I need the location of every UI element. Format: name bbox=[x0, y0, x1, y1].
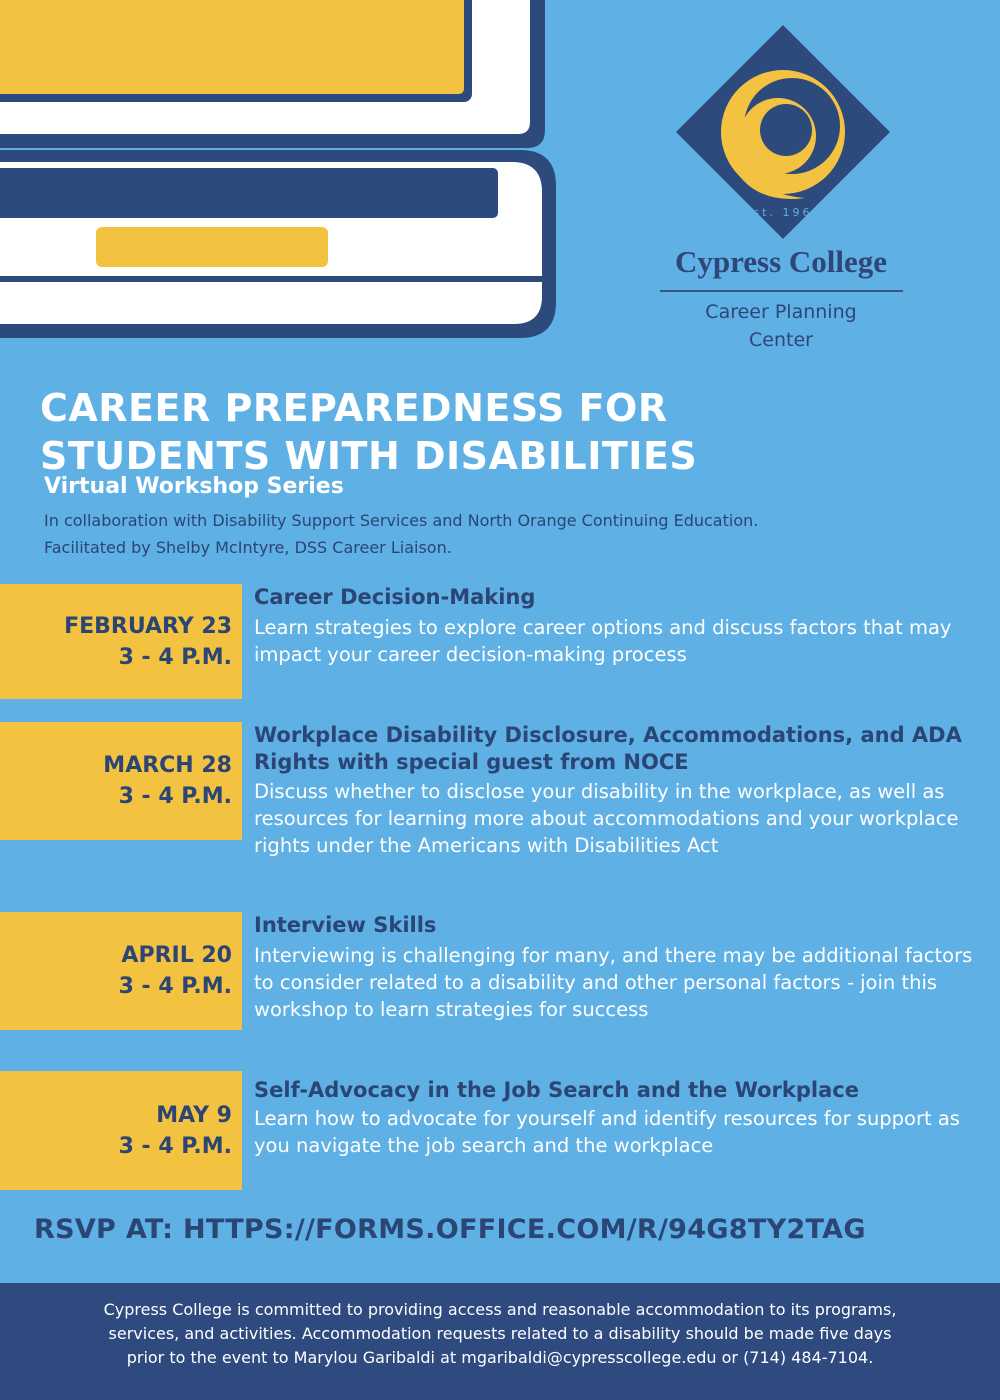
logo-divider bbox=[660, 290, 903, 292]
logo-subtitle-line2: Center bbox=[749, 329, 813, 351]
college-logo bbox=[640, 20, 930, 245]
facilitator-text: Facilitated by Shelby McIntyre, DSS Career Liaison. bbox=[44, 538, 452, 557]
session-date: APRIL 20 bbox=[121, 943, 232, 968]
session-title: Workplace Disability Disclosure, Accommodations, and ADA Rights with special guest from NOCE bbox=[254, 723, 962, 774]
footer-line2: services, and activities. Accommodation requests related to a disability should be made five days bbox=[108, 1324, 892, 1343]
footer-line3: prior to the event to Marylou Garibaldi at mgaribaldi@cypresscollege.edu or (714) 484-7104. bbox=[126, 1348, 874, 1367]
session-description: Learn strategies to explore career options and discuss factors that may impact your career decision-making process bbox=[254, 616, 952, 666]
logo-est-text: Est. 1966 bbox=[743, 206, 823, 219]
accommodation-footer bbox=[0, 1283, 1000, 1400]
page-title bbox=[40, 384, 980, 480]
session-description: Discuss whether to disclose your disability in the workplace, as well as resources for learning more about accommodations and your workplace rights under the Americans with Disabilities Act bbox=[254, 780, 959, 857]
session-date-box bbox=[0, 722, 242, 840]
logo-subtitle-line1: Career Planning bbox=[705, 301, 857, 323]
rsvp-link[interactable]: RSVP AT: HTTPS://FORMS.OFFICE.COM/R/94G8TY2TAG bbox=[34, 1214, 866, 1245]
logo-title: Cypress College bbox=[674, 244, 888, 279]
session-time: 3 - 4 P.M. bbox=[118, 644, 232, 670]
collaboration-text: In collaboration with Disability Support Services and North Orange Continuing Education. bbox=[44, 511, 759, 530]
laptop-trackpad bbox=[96, 227, 328, 267]
session-date-box bbox=[0, 1071, 242, 1190]
session-time: 3 - 4 P.M. bbox=[118, 784, 232, 809]
session-description: Interviewing is challenging for many, and there may be additional factors to consider related to a disability and other personal factors - join this workshop to learn strategies for success bbox=[254, 944, 973, 1021]
logo-subtitle bbox=[640, 298, 922, 354]
session-time: 3 - 4 P.M. bbox=[118, 974, 232, 999]
page-title-line1: CAREER PREPAREDNESS FOR bbox=[40, 386, 668, 430]
session-date-box bbox=[0, 584, 242, 699]
session-time: 3 - 4 P.M. bbox=[118, 1133, 232, 1159]
page-subtitle: Virtual Workshop Series bbox=[44, 474, 344, 499]
page-title-line2: STUDENTS WITH DISABILITIES bbox=[40, 434, 698, 478]
session-date: FEBRUARY 23 bbox=[64, 613, 232, 639]
session-date-box bbox=[0, 912, 242, 1030]
session-title: Career Decision-Making bbox=[254, 585, 536, 609]
session-description: Learn how to advocate for yourself and identify resources for support as you navigate the job search and the workplace bbox=[254, 1107, 960, 1157]
laptop-keyboard bbox=[0, 168, 498, 218]
footer-line1: Cypress College is committed to providing access and reasonable accommodation to its programs, bbox=[103, 1300, 897, 1319]
session-date: MARCH 28 bbox=[103, 753, 232, 778]
session-date: MAY 9 bbox=[156, 1102, 232, 1128]
laptop-illustration bbox=[0, 0, 560, 345]
session-title: Interview Skills bbox=[254, 913, 437, 937]
session-title: Self-Advocacy in the Job Search and the Workplace bbox=[254, 1078, 859, 1102]
